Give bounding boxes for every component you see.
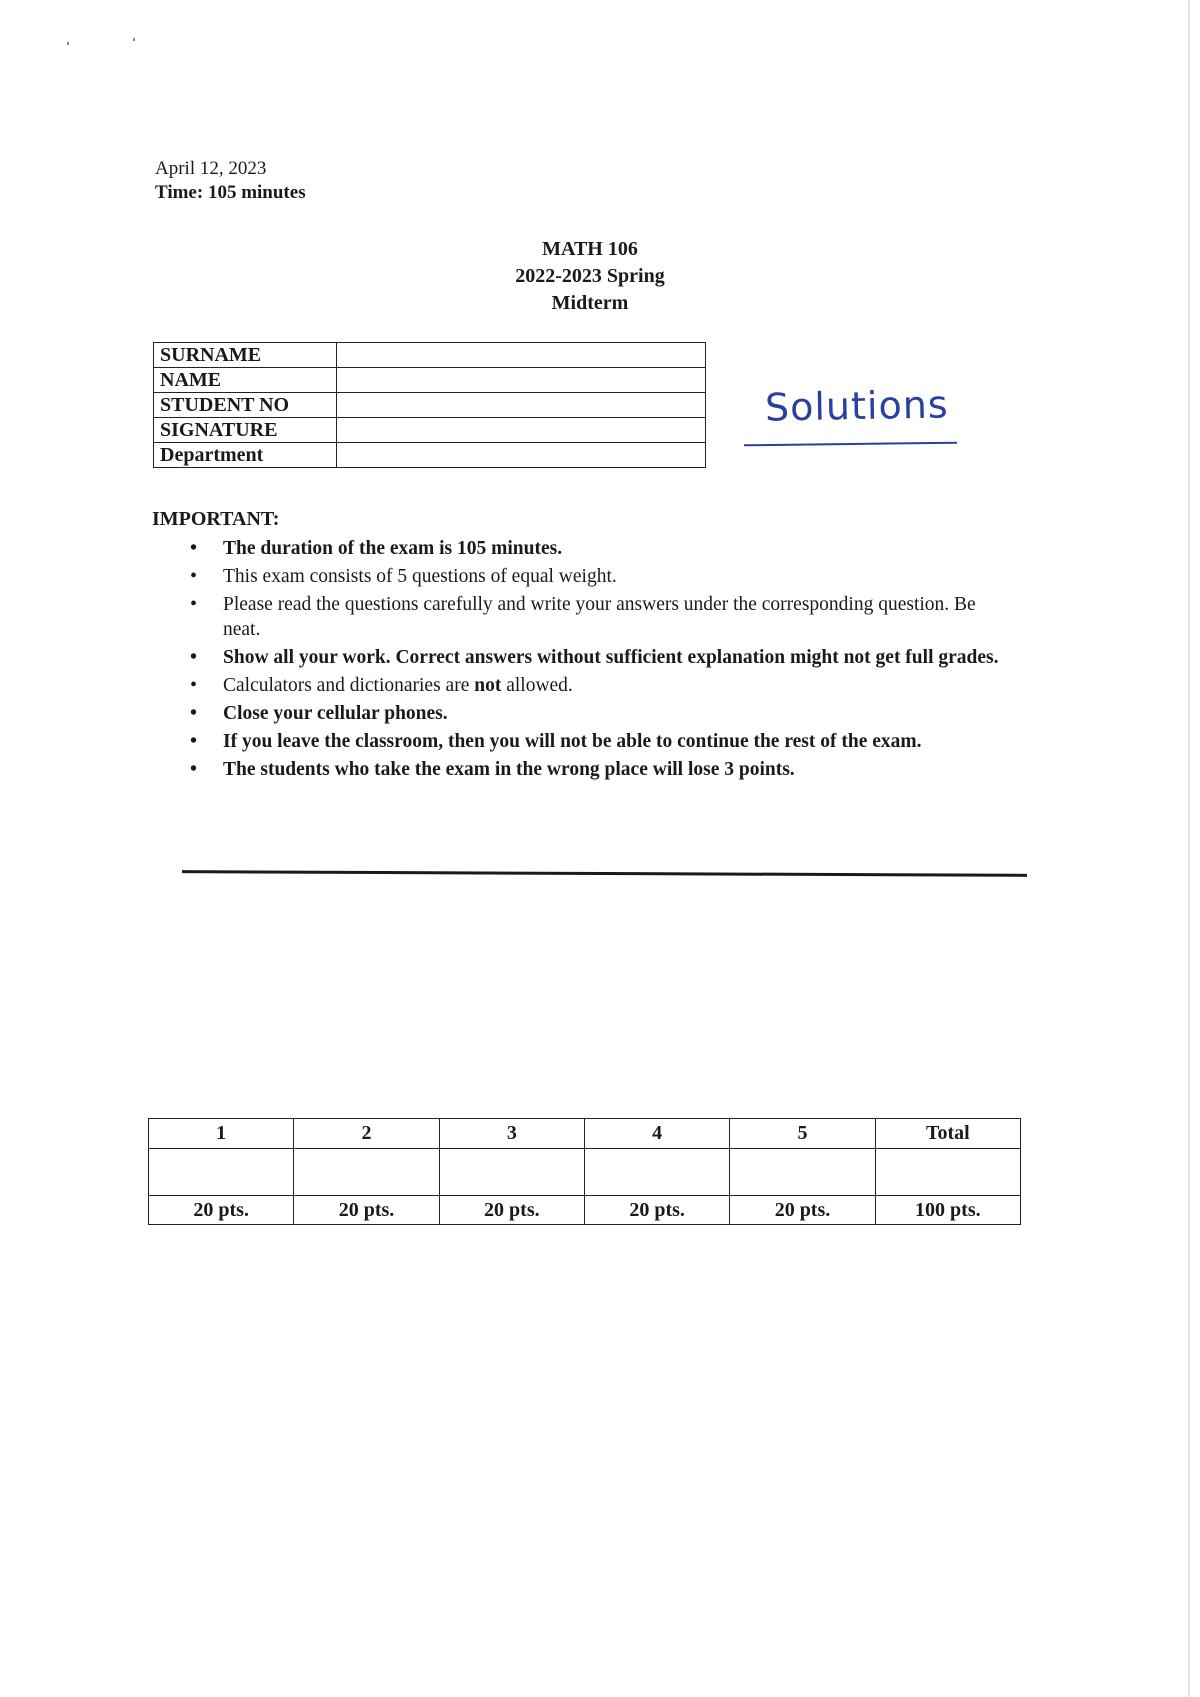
total-points-cell: 100 pts. — [875, 1196, 1020, 1225]
student-info-table — [153, 342, 706, 468]
name-field[interactable] — [337, 368, 706, 393]
question-number-row — [149, 1119, 1021, 1149]
student-info-row — [154, 418, 706, 443]
instruction-item: • The duration of the exam is 105 minutes. — [190, 536, 1010, 561]
instruction-item: • This exam consists of 5 questions of equal weight. — [190, 564, 1010, 589]
total-header: Total — [875, 1119, 1020, 1149]
surname-field[interactable] — [337, 343, 706, 368]
student-no-label: STUDENT NO — [154, 393, 337, 418]
instruction-text: allowed. — [501, 675, 573, 696]
course-term: 2022-2023 Spring — [515, 265, 665, 287]
question-header: 2 — [294, 1119, 439, 1149]
points-cell: 20 pts. — [730, 1196, 875, 1225]
instruction-item: • Show all your work. Correct answers without sufficient explanation might not get full grades. — [190, 645, 1010, 670]
instruction-item: • Close your cellular phones. — [190, 701, 1010, 726]
instruction-item: • If you leave the classroom, then you will not be able to continue the rest of the exam. — [190, 729, 1010, 754]
instruction-item — [190, 673, 1010, 698]
scan-speck — [67, 42, 69, 45]
total-score-cell[interactable] — [875, 1149, 1020, 1196]
question-header: 3 — [439, 1119, 584, 1149]
instructions-list — [190, 536, 1010, 785]
points-cell: 20 pts. — [294, 1196, 439, 1225]
department-field[interactable] — [337, 443, 706, 468]
department-label: Department — [154, 443, 337, 468]
points-row — [149, 1196, 1021, 1225]
important-heading: IMPORTANT: — [152, 508, 280, 530]
points-cell: 20 pts. — [149, 1196, 294, 1225]
question-header: 4 — [584, 1119, 729, 1149]
score-cell[interactable] — [584, 1149, 729, 1196]
student-info-row — [154, 343, 706, 368]
signature-label: SIGNATURE — [154, 418, 337, 443]
instruction-item: • The students who take the exam in the wrong place will lose 3 points. — [190, 757, 1010, 782]
name-label: NAME — [154, 368, 337, 393]
score-cell[interactable] — [730, 1149, 875, 1196]
student-info-row — [154, 393, 706, 418]
signature-field[interactable] — [337, 418, 706, 443]
exam-date: April 12, 2023 — [155, 158, 267, 179]
instruction-item: • Please read the questions carefully and write your answers under the corresponding question. Be neat. — [190, 592, 1010, 642]
surname-label: SURNAME — [154, 343, 337, 368]
score-cell[interactable] — [294, 1149, 439, 1196]
question-header: 1 — [149, 1119, 294, 1149]
page-edge — [1188, 0, 1190, 1697]
instruction-text: Calculators and dictionaries are — [223, 675, 475, 696]
student-no-field[interactable] — [337, 393, 706, 418]
student-info-row — [154, 368, 706, 393]
handwritten-solutions: Solutions — [764, 382, 949, 430]
instruction-emphasis: not — [474, 675, 502, 696]
question-header: 5 — [730, 1119, 875, 1149]
exam-type: Midterm — [551, 292, 629, 314]
student-info-row — [154, 443, 706, 468]
course-code: MATH 106 — [542, 238, 638, 260]
exam-time: Time: 105 minutes — [155, 182, 306, 203]
points-cell: 20 pts. — [584, 1196, 729, 1225]
points-cell: 20 pts. — [439, 1196, 584, 1225]
score-cell[interactable] — [439, 1149, 584, 1196]
score-cell[interactable] — [149, 1149, 294, 1196]
score-entry-row — [149, 1149, 1021, 1196]
section-divider — [182, 870, 1027, 877]
handwritten-underline — [744, 442, 957, 447]
grade-table — [148, 1118, 1021, 1225]
scan-speck — [133, 38, 135, 41]
